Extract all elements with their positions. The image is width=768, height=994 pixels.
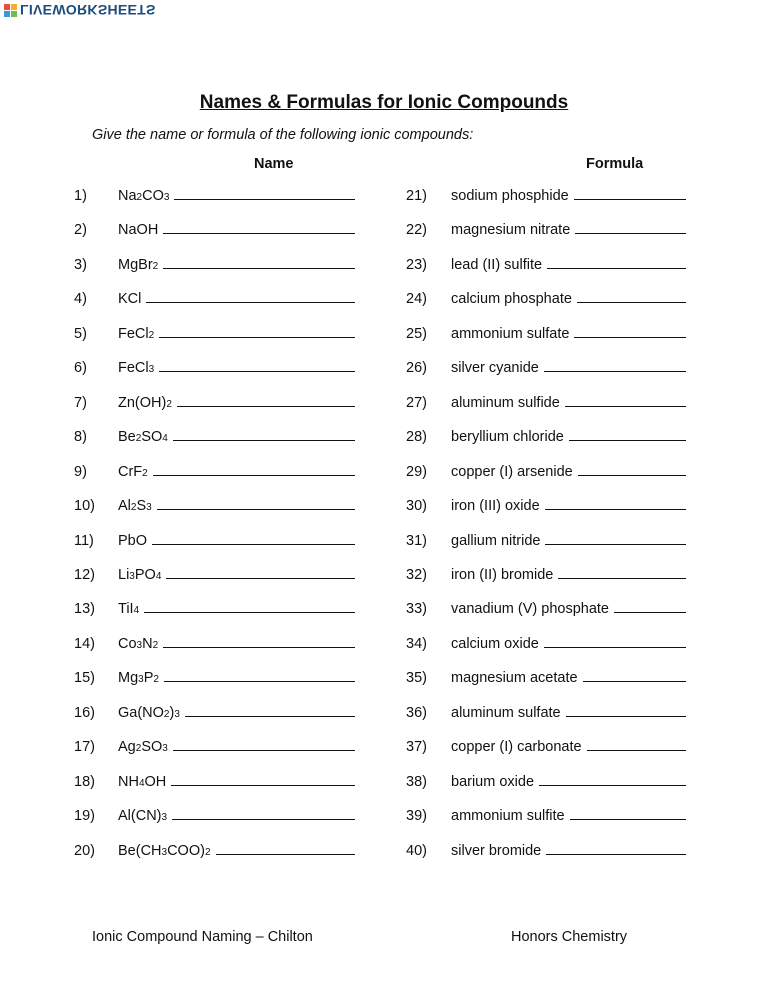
formula-text: OH xyxy=(144,773,167,790)
formula-text: Na xyxy=(118,188,137,204)
question-number: 39) xyxy=(406,808,427,825)
compound-name xyxy=(451,702,686,724)
answer-blank[interactable] xyxy=(159,357,355,372)
question-number: 14) xyxy=(74,635,95,652)
question-row xyxy=(406,357,691,379)
question-row xyxy=(74,461,360,483)
compound-name xyxy=(451,219,686,241)
question-row xyxy=(406,667,691,689)
footer-course-title: Ionic Compound Naming – Chilton xyxy=(92,929,313,945)
compound-formula xyxy=(118,633,355,657)
formula-text: Li xyxy=(118,566,130,583)
answer-blank[interactable] xyxy=(544,633,686,648)
answer-blank[interactable] xyxy=(163,219,355,234)
question-row xyxy=(406,702,691,724)
question-number: 2) xyxy=(74,222,87,239)
question-row xyxy=(74,564,360,586)
formula-text: SO xyxy=(141,429,163,446)
compound-name-text: ammonium sulfite xyxy=(451,808,565,825)
compound-name xyxy=(451,805,686,827)
compound-name-text: copper (I) arsenide xyxy=(451,463,573,480)
question-number: 5) xyxy=(74,325,87,342)
formula-subscript: 2 xyxy=(204,846,211,858)
answer-blank[interactable] xyxy=(174,185,355,200)
compound-name-text: barium oxide xyxy=(451,773,535,790)
formula-subscript: 2 xyxy=(136,192,143,203)
compound-name xyxy=(451,426,686,448)
answer-blank[interactable] xyxy=(216,840,355,855)
question-row xyxy=(74,736,360,758)
answer-blank[interactable] xyxy=(163,254,355,269)
compound-formula xyxy=(118,254,355,278)
compound-name xyxy=(451,530,686,552)
formula-text: Be(CH xyxy=(118,842,162,859)
answer-blank[interactable] xyxy=(144,598,355,613)
formula-subscript: 3 xyxy=(138,674,144,686)
formula-subscript: 3 xyxy=(174,708,180,720)
formula-subscript: 2 xyxy=(153,674,159,686)
formula-subscript: 2 xyxy=(148,329,155,341)
question-row xyxy=(406,530,691,552)
answer-blank[interactable] xyxy=(173,736,355,751)
answer-blank[interactable] xyxy=(171,771,355,786)
compound-name-text: iron (II) bromide xyxy=(451,566,554,583)
question-row xyxy=(406,461,691,483)
question-row xyxy=(406,254,691,276)
question-row xyxy=(406,185,691,207)
formula-subscript: 2 xyxy=(130,502,137,514)
formula-subscript: 4 xyxy=(155,570,162,582)
compound-name xyxy=(451,392,686,414)
question-number: 26) xyxy=(406,360,427,377)
answer-blank[interactable] xyxy=(570,805,686,820)
formula-subscript: 2 xyxy=(163,708,170,720)
formula-text: SO xyxy=(141,739,163,756)
compound-formula xyxy=(118,736,355,760)
liveworksheets-logo xyxy=(4,2,156,18)
logo-squares-icon xyxy=(4,4,17,17)
question-row xyxy=(406,736,691,758)
answer-blank[interactable] xyxy=(565,392,686,407)
page-title: Names & Formulas for Ionic Compounds xyxy=(199,92,569,113)
question-row xyxy=(74,426,360,448)
question-row xyxy=(74,357,360,379)
question-number: 38) xyxy=(406,773,427,790)
formula-text: CO xyxy=(142,188,164,204)
compound-formula xyxy=(118,185,355,209)
question-row xyxy=(74,702,360,724)
compound-name-text: silver cyanide xyxy=(451,360,539,377)
compound-name-text: beryllium chloride xyxy=(451,429,564,446)
compound-name xyxy=(451,495,686,517)
compound-formula xyxy=(118,840,355,864)
question-number: 13) xyxy=(74,601,95,618)
compound-name xyxy=(451,288,686,310)
compound-name xyxy=(451,633,686,655)
formula-subscript: 2 xyxy=(135,743,142,755)
formula-subscript: 4 xyxy=(133,605,140,617)
answer-blank[interactable] xyxy=(577,288,686,303)
formula-text: P xyxy=(143,670,154,687)
question-number: 17) xyxy=(74,739,95,756)
formula-subscript: 2 xyxy=(142,467,148,479)
question-row xyxy=(406,323,691,345)
compound-formula xyxy=(118,357,355,381)
compound-name-text: sodium phosphide xyxy=(451,188,569,204)
formula-subscript: 2 xyxy=(152,639,159,651)
question-number: 33) xyxy=(406,601,427,618)
question-number: 9) xyxy=(74,463,87,480)
formula-text: Ga(NO xyxy=(118,704,164,721)
answer-blank[interactable] xyxy=(159,323,355,338)
compound-name xyxy=(451,667,686,689)
formula-subscript: 2 xyxy=(152,260,159,272)
compound-formula xyxy=(118,771,355,795)
compound-formula xyxy=(118,805,355,829)
question-row xyxy=(406,840,691,862)
question-number: 35) xyxy=(406,670,427,687)
formula-subscript: 2 xyxy=(166,398,172,410)
answer-blank[interactable] xyxy=(547,254,686,269)
answer-blank[interactable] xyxy=(177,392,355,407)
question-number: 30) xyxy=(406,498,427,515)
question-number: 19) xyxy=(74,808,95,825)
compound-name xyxy=(451,840,686,862)
formula-subscript: 3 xyxy=(148,364,155,376)
compound-name xyxy=(451,461,686,483)
question-row xyxy=(406,805,691,827)
question-number: 15) xyxy=(74,670,95,687)
compound-name-text: ammonium sulfate xyxy=(451,325,570,342)
question-number: 11) xyxy=(74,532,94,549)
question-number: 1) xyxy=(74,188,87,204)
question-number: 4) xyxy=(74,291,87,308)
question-row xyxy=(74,288,360,310)
question-row xyxy=(74,840,360,862)
answer-blank[interactable] xyxy=(574,185,686,200)
question-number: 25) xyxy=(406,325,427,342)
answer-blank[interactable] xyxy=(163,633,355,648)
formula-text: Al xyxy=(118,498,131,515)
compound-name-text: iron (III) oxide xyxy=(451,498,540,515)
answer-blank[interactable] xyxy=(166,564,355,579)
answer-blank[interactable] xyxy=(545,530,686,545)
compound-formula xyxy=(118,667,355,691)
compound-formula xyxy=(118,598,355,622)
formula-subscript: 3 xyxy=(136,639,143,651)
question-row xyxy=(406,495,691,517)
compound-name xyxy=(451,598,686,620)
question-row xyxy=(74,185,360,207)
formula-subscript: 3 xyxy=(163,192,170,203)
formula-text: NH xyxy=(118,773,139,790)
answer-blank[interactable] xyxy=(173,426,355,441)
question-row xyxy=(406,598,691,620)
question-number: 22) xyxy=(406,222,427,239)
formula-subscript: 4 xyxy=(162,433,168,445)
answer-blank[interactable] xyxy=(157,495,355,510)
compound-name-text: aluminum sulfide xyxy=(451,394,560,411)
question-number: 28) xyxy=(406,429,427,446)
question-number: 24) xyxy=(406,291,427,308)
answer-blank[interactable] xyxy=(146,288,355,303)
answer-blank[interactable] xyxy=(172,805,355,820)
formula-text: Mg xyxy=(118,670,139,687)
formula-text: COO) xyxy=(167,842,205,859)
question-number: 6) xyxy=(74,360,87,377)
compound-name-text: calcium oxide xyxy=(451,635,539,652)
compound-name xyxy=(451,323,686,345)
compound-name xyxy=(451,185,686,207)
question-number: 23) xyxy=(406,256,427,273)
compound-name-text: aluminum sulfate xyxy=(451,704,561,721)
formula-subscript: 3 xyxy=(161,846,168,858)
question-row xyxy=(74,392,360,414)
answer-blank[interactable] xyxy=(539,771,686,786)
compound-name-text: silver bromide xyxy=(451,842,542,859)
formula-text: FeCl xyxy=(118,360,149,377)
formula-text: PbO xyxy=(118,532,148,549)
compound-name xyxy=(451,736,686,758)
compound-formula xyxy=(118,323,355,347)
answer-blank[interactable] xyxy=(578,461,686,476)
question-number: 18) xyxy=(74,773,95,790)
formula-subscript: 3 xyxy=(146,502,152,514)
formula-subscript: 3 xyxy=(162,743,168,755)
answer-blank[interactable] xyxy=(558,564,686,579)
answer-blank[interactable] xyxy=(164,667,355,682)
question-row xyxy=(406,219,691,241)
compound-formula xyxy=(118,392,355,416)
compound-name xyxy=(451,771,686,793)
question-number: 29) xyxy=(406,463,427,480)
compound-formula xyxy=(118,495,355,519)
question-number: 37) xyxy=(406,739,427,756)
question-number: 20) xyxy=(74,842,95,859)
formula-text: Be xyxy=(118,429,136,446)
question-number: 3) xyxy=(74,256,87,273)
formula-subscript: 4 xyxy=(138,777,145,789)
formula-subscript: 3 xyxy=(161,812,168,824)
question-number: 32) xyxy=(406,566,427,583)
answer-blank[interactable] xyxy=(587,736,686,751)
formula-text: TiI xyxy=(118,601,134,618)
formula-text: CrF xyxy=(118,463,143,480)
answer-blank[interactable] xyxy=(575,219,686,234)
question-number: 34) xyxy=(406,635,427,652)
compound-name-text: gallium nitride xyxy=(451,532,541,549)
formula-text: N xyxy=(142,635,153,652)
formula-text: ) xyxy=(169,704,175,721)
formula-text: Zn(OH) xyxy=(118,394,167,411)
compound-formula xyxy=(118,702,355,726)
compound-name xyxy=(451,564,686,586)
question-row xyxy=(74,495,360,517)
compound-name-text: magnesium acetate xyxy=(451,670,578,687)
answer-blank[interactable] xyxy=(544,357,686,372)
question-number: 10) xyxy=(74,498,95,515)
formula-text: NaOH xyxy=(118,222,159,239)
formula-text: MgBr xyxy=(118,256,153,273)
question-number: 21) xyxy=(406,188,427,204)
compound-name-text: lead (II) sulfite xyxy=(451,256,543,273)
question-number: 7) xyxy=(74,394,87,411)
question-row xyxy=(74,805,360,827)
compound-formula xyxy=(118,530,355,552)
answer-blank[interactable] xyxy=(546,840,686,855)
question-row xyxy=(406,392,691,414)
formula-text: KCl xyxy=(118,291,142,308)
answer-blank[interactable] xyxy=(153,461,355,476)
answer-blank[interactable] xyxy=(574,323,686,338)
logo-text: LIVEWORKSHEETS xyxy=(20,2,156,18)
compound-name-text: vanadium (V) phosphate xyxy=(451,601,609,618)
compound-formula xyxy=(118,564,355,588)
question-row xyxy=(74,598,360,620)
answer-blank[interactable] xyxy=(566,702,686,717)
compound-formula xyxy=(118,426,355,450)
question-number: 36) xyxy=(406,704,427,721)
question-row xyxy=(406,426,691,448)
question-row xyxy=(74,530,360,552)
instructions: Give the name or formula of the following ionic compounds: xyxy=(92,127,474,143)
column-header-formula: Formula xyxy=(586,156,644,172)
formula-text: PO xyxy=(134,566,156,583)
formula-text: S xyxy=(136,498,147,515)
question-row xyxy=(74,219,360,241)
question-row xyxy=(74,667,360,689)
question-row xyxy=(74,633,360,655)
formula-text: Co xyxy=(118,635,137,652)
question-number: 31) xyxy=(406,532,427,549)
question-number: 40) xyxy=(406,842,427,859)
question-number: 27) xyxy=(406,394,427,411)
compound-formula xyxy=(118,219,355,241)
answer-blank[interactable] xyxy=(569,426,686,441)
question-row xyxy=(74,323,360,345)
footer-class-name: Honors Chemistry xyxy=(511,929,628,945)
compound-name xyxy=(451,357,686,379)
question-row xyxy=(74,771,360,793)
compound-name-text: magnesium nitrate xyxy=(451,222,571,239)
question-row xyxy=(406,633,691,655)
question-row xyxy=(406,771,691,793)
question-row xyxy=(74,254,360,276)
answer-blank[interactable] xyxy=(152,530,355,545)
formula-text: FeCl xyxy=(118,325,149,342)
formula-text: Ag xyxy=(118,739,136,756)
compound-name xyxy=(451,254,686,276)
answer-blank[interactable] xyxy=(545,495,686,510)
compound-name-text: copper (I) carbonate xyxy=(451,739,582,756)
answer-blank[interactable] xyxy=(185,702,355,717)
question-row xyxy=(406,564,691,586)
compound-formula xyxy=(118,461,355,485)
question-number: 16) xyxy=(74,704,95,721)
question-row xyxy=(406,288,691,310)
compound-formula xyxy=(118,288,355,310)
compound-name-text: calcium phosphate xyxy=(451,291,572,308)
question-number: 12) xyxy=(74,566,95,583)
answer-blank[interactable] xyxy=(614,598,686,613)
answer-blank[interactable] xyxy=(583,667,686,682)
column-header-name: Name xyxy=(254,156,294,172)
formula-subscript: 2 xyxy=(135,433,142,445)
formula-text: Al(CN) xyxy=(118,808,162,825)
question-number: 8) xyxy=(74,429,87,446)
formula-subscript: 3 xyxy=(129,570,135,582)
